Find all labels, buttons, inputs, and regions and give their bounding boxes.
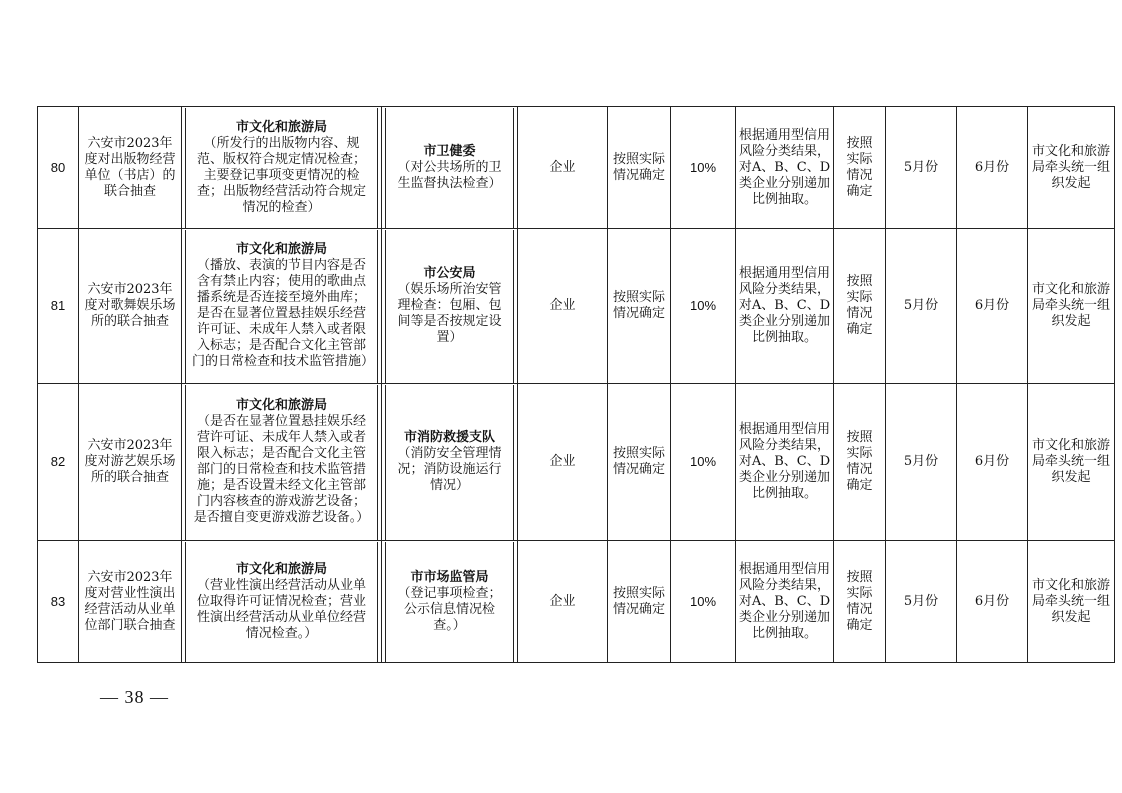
check-object: 企业	[518, 107, 608, 229]
end-month: 6月份	[957, 541, 1028, 663]
lead-department-title: 市文化和旅游局	[235, 561, 327, 577]
end-month: 6月份	[957, 229, 1028, 384]
lead-department-cell	[182, 107, 382, 229]
row-number: 81	[38, 229, 79, 384]
organizer: 市文化和旅游局牵头统一组织发起	[1028, 384, 1115, 541]
lead-department-content: （营业性演出经营活动从业单位取得许可证情况检查；营业性演出经营活动从业单位经营情况检查。）	[196, 577, 366, 641]
sampling-count: 按照实际情况确定	[834, 229, 886, 384]
task-name: 六安市2023年度对游艺娱乐场所的联合抽查	[79, 384, 182, 541]
sampling-count: 按照实际情况确定	[834, 384, 886, 541]
task-name: 六安市2023年度对歌舞娱乐场所的联合抽查	[79, 229, 182, 384]
sampling-ratio: 10%	[671, 107, 736, 229]
organizer: 市文化和旅游局牵头统一组织发起	[1028, 107, 1115, 229]
lead-department-title: 市文化和旅游局	[235, 242, 327, 257]
lead-department-cell	[182, 384, 382, 541]
check-object: 企业	[518, 229, 608, 384]
sampling-ratio: 10%	[671, 541, 736, 663]
sampling-ratio: 10%	[671, 229, 736, 384]
organizer: 市文化和旅游局牵头统一组织发起	[1028, 229, 1115, 384]
lead-department-content: （所发行的出版物内容、规范、版权符合规定情况检查；主要登记事项变更情况的检查；出版物经营活动符合规定情况的检查）	[196, 135, 366, 215]
sampling-count: 按照实际情况确定	[834, 107, 886, 229]
coop-department-title: 市市场监管局	[410, 569, 489, 585]
sampling-basis: 根据通用型信用风险分类结果，对A、B、C、D类企业分别递加比例抽取。	[736, 229, 834, 384]
inspection-table	[37, 106, 1115, 663]
lead-department-content: （是否在显著位置悬挂娱乐经营许可证、未成年人禁入或者限入标志；是否配合文化主管部门的日常检查和技术监管措施；是否设置未经文化主管部门内容核查的游戏游艺设备；是否擅自变更游戏游艺设备。）	[193, 414, 370, 525]
lead-department-cell	[182, 229, 382, 384]
page-number: — 38 —	[100, 687, 169, 707]
coop-department-cell	[382, 384, 518, 541]
table-row	[38, 541, 1115, 663]
organizer: 市文化和旅游局牵头统一组织发起	[1028, 541, 1115, 663]
table-row	[38, 107, 1115, 229]
coop-department-content: （对公共场所的卫生监督执法检查）	[397, 159, 502, 191]
coop-department-title: 市卫健委	[423, 143, 476, 159]
coop-department-content: （登记事项检查；公示信息情况检查。）	[397, 585, 502, 633]
check-object: 企业	[518, 384, 608, 541]
end-month: 6月份	[957, 107, 1028, 229]
sampling-basis: 根据通用型信用风险分类结果，对A、B、C、D类企业分别递加比例抽取。	[736, 384, 834, 541]
task-name: 六安市2023年度对出版物经营单位（书店）的联合抽查	[79, 107, 182, 229]
coop-department-cell	[382, 541, 518, 663]
sampling-basis: 根据通用型信用风险分类结果，对A、B、C、D类企业分别递加比例抽取。	[736, 541, 834, 663]
start-month: 5月份	[886, 107, 957, 229]
coop-department-title: 市公安局	[423, 266, 476, 281]
lead-department-title: 市文化和旅游局	[235, 119, 327, 135]
sampling-count: 按照实际情况确定	[834, 541, 886, 663]
check-method: 按照实际情况确定	[608, 229, 671, 384]
lead-department-content: （播放、表演的节目内容是否含有禁止内容；使用的歌曲点播系统是否连接至境外曲库；是否在显著位置悬挂娱乐经营许可证、未成年人禁入或者限入标志；是否配合文化主管部门的日常检查和技术监管措施）	[192, 258, 375, 369]
table-row	[38, 229, 1115, 384]
coop-department-cell	[382, 229, 518, 384]
lead-department-cell	[182, 541, 382, 663]
end-month: 6月份	[957, 384, 1028, 541]
row-number: 83	[38, 541, 79, 663]
coop-department-content: （娱乐场所治安管理检查：包厢、包间等是否按规定设置）	[397, 282, 502, 345]
sampling-basis: 根据通用型信用风险分类结果，对A、B、C、D类企业分别递加比例抽取。	[736, 107, 834, 229]
row-number: 80	[38, 107, 79, 229]
start-month: 5月份	[886, 541, 957, 663]
coop-department-cell	[382, 107, 518, 229]
sampling-ratio: 10%	[671, 384, 736, 541]
start-month: 5月份	[886, 229, 957, 384]
row-number: 82	[38, 384, 79, 541]
coop-department-title: 市消防救援支队	[403, 430, 495, 445]
check-method: 按照实际情况确定	[608, 384, 671, 541]
check-object: 企业	[518, 541, 608, 663]
check-method: 按照实际情况确定	[608, 107, 671, 229]
table-row	[38, 384, 1115, 541]
start-month: 5月份	[886, 384, 957, 541]
lead-department-title: 市文化和旅游局	[235, 398, 327, 413]
task-name: 六安市2023年度对营业性演出经营活动从业单位部门联合抽查	[79, 541, 182, 663]
check-method: 按照实际情况确定	[608, 541, 671, 663]
coop-department-content: （消防安全管理情况；消防设施运行情况）	[397, 446, 502, 493]
